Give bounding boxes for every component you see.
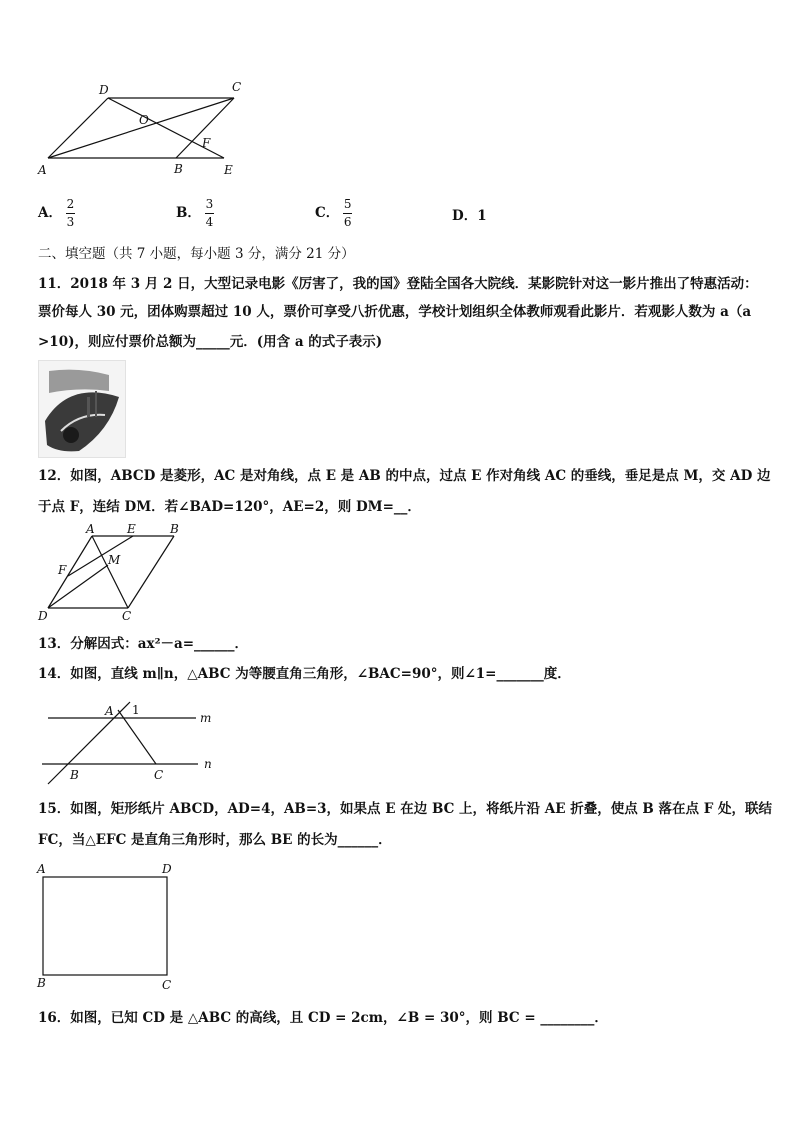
label-m: m xyxy=(200,711,212,725)
label-M: M xyxy=(108,553,121,567)
option-a xyxy=(38,198,75,229)
option-a-denominator: 3 xyxy=(66,215,75,229)
label-E: E xyxy=(224,163,233,177)
q11-line2: 票价每人 30 元，团体购票超过 10 人，票价可享受八折优惠，学校计划组织全体教师观看此影片．若观影人数为 a（a xyxy=(38,304,752,320)
label-D: D xyxy=(38,609,48,623)
q11-line1: 11．2018 年 3 月 2 日，大型记录电影《厉害了，我的国》登陆全国各大院线．某影院针对这一影片推出了特惠活动： xyxy=(38,276,758,292)
label-B: B xyxy=(170,522,179,536)
q16-line1: 16．如图，已知 CD 是 △ABC 的高线，且 CD = 2cm，∠B = 30°，则 BC = ________． xyxy=(38,1010,608,1026)
label-A: A xyxy=(105,704,114,718)
label-n: n xyxy=(204,757,212,771)
label-E: E xyxy=(127,522,136,536)
q11-line3: >10)，则应付票价总额为_____元．(用含 a 的式子表示) xyxy=(38,334,383,350)
option-a-letter: A． xyxy=(38,205,62,221)
option-c-letter: C． xyxy=(315,205,340,221)
label-C: C xyxy=(232,80,242,94)
label-C: C xyxy=(122,609,132,623)
label-B: B xyxy=(70,768,79,782)
movie-poster-image xyxy=(38,360,126,458)
label-D: D xyxy=(99,83,109,97)
option-c-fraction xyxy=(343,198,352,229)
q15-line2: FC，当△EFC 是直角三角形时，那么 BE 的长为______． xyxy=(38,832,392,848)
label-C: C xyxy=(154,768,164,782)
figure-q12-rhombus xyxy=(34,522,190,624)
label-C: C xyxy=(162,978,172,992)
q13-line1: 13．分解因式：ax²－a=______． xyxy=(38,636,249,652)
option-b xyxy=(176,198,214,229)
option-c xyxy=(315,198,352,229)
label-A: A xyxy=(38,163,47,177)
option-a-fraction xyxy=(66,198,75,229)
q12-line2: 于点 F，连结 DM．若∠BAD=120°，AE=2，则 DM=__． xyxy=(38,499,421,515)
label-B: B xyxy=(174,162,183,176)
label-O: O xyxy=(139,113,149,127)
label-F: F xyxy=(58,563,67,577)
label-B: B xyxy=(37,976,46,990)
label-D: D xyxy=(162,862,172,876)
option-b-numerator: 3 xyxy=(205,197,214,211)
option-c-denominator: 6 xyxy=(343,215,352,229)
figure-q14-parallel-lines xyxy=(38,700,228,788)
option-c-numerator: 5 xyxy=(343,197,352,211)
option-d-letter: D．1 xyxy=(452,208,487,224)
q12-line1: 12．如图，ABCD 是菱形，AC 是对角线，点 E 是 AB 的中点，过点 E 作对角线 AC 的垂线，垂足是点 M，交 AD 边 xyxy=(38,468,771,484)
option-d xyxy=(452,204,487,224)
option-b-denominator: 4 xyxy=(205,215,214,229)
option-b-fraction xyxy=(205,198,214,229)
figure-q10 xyxy=(36,78,256,180)
figure-q15-rectangle xyxy=(34,860,184,992)
option-b-letter: B． xyxy=(176,205,201,221)
q14-line1: 14．如图，直线 m∥n，△ABC 为等腰直角三角形，∠BAC=90°，则∠1=_______度． xyxy=(38,666,571,682)
section-heading: 二、填空题（共 7 小题，每小题 3 分，满分 21 分） xyxy=(38,246,355,262)
label-A: A xyxy=(37,862,46,876)
label-A: A xyxy=(86,522,95,536)
q15-line1: 15．如图，矩形纸片 ABCD，AD=4，AB=3，如果点 E 在边 BC 上，将纸片沿 AE 折叠，使点 B 落在点 F 处，联结 xyxy=(38,801,773,817)
label-1: 1 xyxy=(132,703,140,717)
option-a-numerator: 2 xyxy=(66,197,75,211)
label-F: F xyxy=(202,136,211,150)
